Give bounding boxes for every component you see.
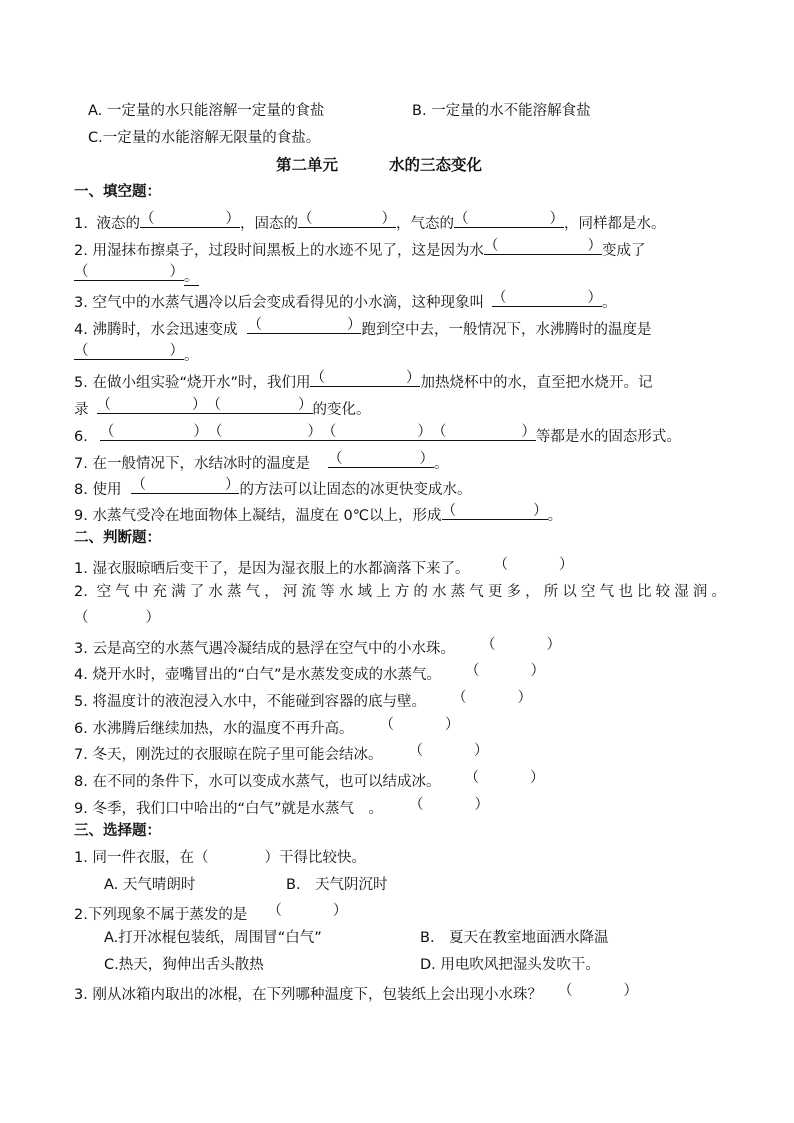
parenthesis: ）: [417, 424, 432, 440]
judge-item-9: 9. 冬季，我们口中哈出的“白气”就是水蒸气 。 （ ）: [74, 797, 489, 817]
judge-item-3: 3. 云是高空的水蒸气遇冷凝结成的悬浮在空气中的小水珠。 （ ）: [74, 637, 561, 657]
answer-paren[interactable]: [481, 635, 561, 653]
parenthesis: ）: [224, 477, 240, 493]
choice-question-2: 2.下列现象不属于蒸发的是 （ ）: [74, 903, 348, 923]
parenthesis: （: [321, 424, 337, 440]
parenthesis: ）: [419, 451, 434, 467]
parenthesis: （: [464, 770, 479, 786]
parenthesis: ）: [587, 238, 602, 254]
answer-paren[interactable]: [379, 715, 459, 733]
judge-item-5: 5. 将温度计的液泡浸入水中，不能碰到容器的底与壁。 （ ）: [74, 690, 532, 710]
parenthesis: ）: [405, 370, 421, 386]
blank-1a[interactable]: [140, 209, 240, 228]
unit-name: 水的三态变化: [389, 156, 483, 174]
answer-paren[interactable]: [493, 555, 573, 573]
judge-item-8: 8. 在不同的条件下，水可以变成水蒸气，也可以结成冰。 （ ）: [74, 770, 545, 790]
fill-question-2-line2: （ ） 。: [74, 264, 199, 285]
parenthesis: ）: [549, 211, 564, 227]
parenthesis: （: [327, 451, 343, 467]
parenthesis: （: [441, 503, 457, 519]
blank-4a[interactable]: [247, 315, 361, 334]
blank-7[interactable]: [328, 449, 434, 468]
blank-4b[interactable]: [74, 341, 184, 360]
answer-paren[interactable]: [409, 795, 489, 813]
choice-2-option-d: D. 用电吹风把湿头发吹干。: [420, 957, 600, 973]
choice-1-option-b: B. 天气阴沉时: [286, 877, 388, 893]
blank-6a[interactable]: [100, 422, 208, 441]
parenthesis: （: [480, 637, 496, 653]
parenthesis: ）: [473, 743, 489, 759]
answer-paren[interactable]: [452, 688, 532, 706]
parenthesis: （: [207, 424, 223, 440]
judge-item-7: 7. 冬天，刚洗过的衣服晾在院子里可能会结冰。 （ ）: [74, 743, 489, 763]
blank-5c[interactable]: [207, 395, 313, 414]
section1-heading: 一、填空题：: [74, 184, 161, 200]
judge-item-4: 4. 烧开水时，壶嘴冒出的“白气”是水蒸发变成的水蒸气。 （ ）: [74, 663, 545, 683]
fill-question-2-line1: 2. 用湿抹布擦桌子，过段时间黑板上的水迹不见了，这是因为水 （ ） 变成了: [74, 238, 646, 259]
fill-question-9: 9. 水蒸气受冷在地面物体上凝结，温度在 0℃以上，形成 （ ） 。: [74, 503, 563, 524]
option-b: B. 一定量的水不能溶解食盐: [412, 103, 591, 119]
blank-2b[interactable]: [74, 262, 184, 281]
parenthesis: （: [74, 264, 89, 280]
blank-5b[interactable]: [97, 395, 207, 414]
parenthesis: ）: [332, 903, 348, 919]
blank-6d[interactable]: [432, 422, 536, 441]
judge-item-2-answer: [74, 608, 160, 632]
parenthesis: ）: [558, 557, 574, 573]
parenthesis: ）: [521, 424, 536, 440]
answer-paren[interactable]: [558, 981, 638, 999]
parenthesis: （: [96, 397, 111, 413]
parenthesis: （: [131, 477, 146, 493]
fill-question-8: 8. 使用 （ ） 的方法可以让固态的冰更快变成水。: [74, 477, 472, 498]
parenthesis: ）: [145, 610, 160, 626]
parenthesis: （: [431, 424, 447, 440]
parenthesis: （: [408, 743, 423, 759]
judge-item-2: 2. 空气中充满了水蒸气，河流等水域上方的水蒸气更多，所以空气也比较湿润。: [74, 584, 726, 600]
parenthesis: ）: [530, 663, 545, 679]
blank-9[interactable]: [442, 501, 548, 520]
parenthesis: （: [557, 983, 573, 999]
parenthesis: ）: [533, 503, 548, 519]
fill-question-3: 3. 空气中的水蒸气遇冷以后会变成看得见的小水滴，这种现象叫 （ ） 。: [74, 290, 617, 311]
fill-question-1: 1. 液态的 （ ） ，固态的 （ ） ，气态的 （ ） ，同样都是水。: [74, 211, 666, 232]
fill-question-6: 6. （ ） （ ） （ ） （ ） 等都是水的固态形式。: [74, 424, 681, 445]
fill-question-5-line2: 录 （ ） （ ） 的变化。: [74, 397, 371, 418]
parenthesis: （: [451, 690, 467, 706]
blank-6b[interactable]: [208, 422, 322, 441]
blank-6c[interactable]: [322, 422, 432, 441]
answer-paren[interactable]: [74, 608, 160, 626]
parenthesis: ）: [623, 983, 638, 999]
answer-paren[interactable]: [408, 741, 488, 759]
parenthesis: ）: [298, 397, 313, 413]
parenthesis: （: [491, 290, 507, 306]
parenthesis: ）: [193, 424, 208, 440]
blank-1b[interactable]: [298, 209, 396, 228]
parenthesis: ）: [529, 770, 545, 786]
blank-2a[interactable]: [484, 236, 602, 255]
choice-2-option-c: C.热天，狗伸出舌头散热: [104, 957, 264, 973]
answer-paren[interactable]: [267, 901, 347, 919]
choice-2-option-a: A.打开冰棍包装纸，周围冒“白气”: [104, 930, 322, 946]
parenthesis: ）: [192, 397, 207, 413]
unit-number: 第二单元: [276, 156, 339, 174]
blank-3[interactable]: [492, 288, 602, 307]
option-a: A. 一定量的水只能溶解一定量的食盐: [88, 103, 325, 119]
fill-question-4-line1: 4. 沸腾时，水会迅速变成 （ ） 跑到空中去，一般情况下，水沸腾时的温度是: [74, 317, 652, 338]
parenthesis: （: [310, 370, 325, 386]
parenthesis: （: [139, 211, 155, 227]
parenthesis: （: [464, 663, 480, 679]
parenthesis: ）: [474, 797, 489, 813]
answer-paren[interactable]: [464, 768, 544, 786]
parenthesis: （: [206, 397, 221, 413]
blank-8[interactable]: [131, 475, 239, 494]
parenthesis: ）: [169, 264, 184, 280]
parenthesis: （: [99, 424, 115, 440]
judge-item-1: 1. 湿衣服晾晒后变干了，是因为湿衣服上的水都滴落下来了。 （ ）: [74, 557, 574, 577]
fill-question-5-line1: 5. 在做小组实验“烧开水”时，我们用 （ ） 加热烧杯中的水，直至把水烧开。记: [74, 370, 653, 391]
section2-heading: 二、判断题：: [74, 530, 161, 546]
blank-5a[interactable]: [310, 368, 420, 387]
answer-paren[interactable]: [465, 661, 545, 679]
parenthesis: ）: [381, 211, 396, 227]
choice-question-1: 1. 同一件衣服，在（ ）干得比较快。: [74, 850, 366, 866]
parenthesis: （: [74, 343, 89, 359]
parenthesis: （: [247, 317, 262, 333]
fill-question-4-line2: （ ） 。: [74, 343, 199, 364]
parenthesis: （: [74, 610, 89, 626]
parenthesis: （: [297, 211, 313, 227]
parenthesis: ）: [169, 343, 184, 359]
choice-question-3: 3. 刚从冰箱内取出的冰棍，在下列哪种温度下，包装纸上会出现小水珠？ （ ）: [74, 983, 638, 1003]
option-c: C.一定量的水能溶解无限量的食盐。: [88, 130, 321, 146]
judge-item-6: 6. 水沸腾后继续加热，水的温度不再升高。 （ ）: [74, 717, 460, 737]
choice-2-option-b: B. 夏天在教室地面洒水降温: [420, 930, 609, 946]
parenthesis: （: [493, 557, 508, 573]
parenthesis: （: [408, 797, 424, 813]
parenthesis: （: [267, 903, 282, 919]
blank-1c[interactable]: [454, 209, 564, 228]
parenthesis: （: [453, 211, 469, 227]
parenthesis: ）: [307, 424, 322, 440]
section3-heading: 三、选择题：: [74, 823, 161, 839]
parenthesis: ）: [346, 317, 362, 333]
parenthesis: ）: [546, 637, 561, 653]
fill-question-7: 7. 在一般情况下，水结冰时的温度是 （ ） 。: [74, 451, 449, 472]
parenthesis: ）: [587, 290, 602, 306]
parenthesis: ）: [517, 690, 532, 706]
parenthesis: （: [379, 717, 394, 733]
parenthesis: （: [483, 238, 499, 254]
parenthesis: ）: [444, 717, 460, 733]
choice-1-option-a: A. 天气晴朗时: [104, 877, 196, 893]
parenthesis: ）: [225, 211, 240, 227]
